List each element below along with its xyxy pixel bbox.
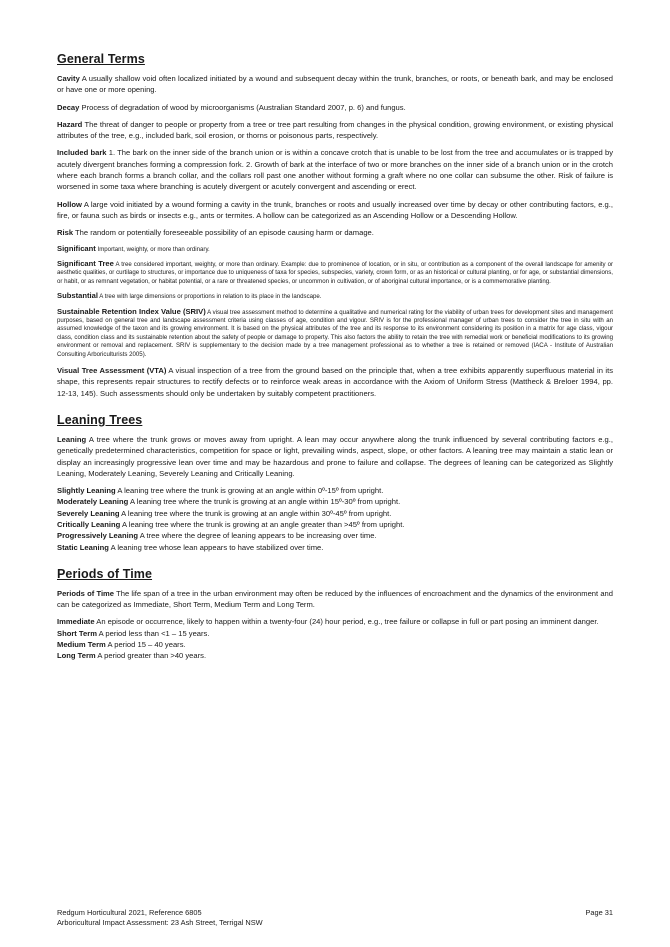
definition-text: A usually shallow void often localized initiated by a wound and subsequent decay within the trunk, branches, or roots, or beneath bark, and may be enclosed or have one or more opening. — [57, 74, 613, 95]
term: Slightly Leaning — [57, 486, 116, 496]
term: Sustainable Retention Index Value (SRIV) — [57, 306, 206, 316]
definition-text: 1. The bark on the inner side of the branch union or is within a concave crotch that is unable to be lost from the tree and accumulates or is trapped by acutely divergent branches forming a compression fork. 2. Growth of bark at the interface of two or more branches on the inner side of a branch union or in the crotch where each branch forms a branch collar, and the collars roll past one another without forming a graft where no one collar can subsume the other. Risk of failure is worsened in some taxa where branching is acutely divergent or acutely convergent and ascending or erect. — [57, 148, 613, 192]
definition-text: The random or potentially foreseeable possibility of an episode causing harm or damage. — [73, 228, 374, 238]
definition-text: A tree considered important, weighty, or more than ordinary. Example: due to prominence of location, or in situ, or contribution as a component of the overall landscape for amenity or aesthetic qualities, or curtilage to structures, or importance due to uniqueness of taxa for species, subspecies, variety, crown form, or as an historical or cultural planting, or for age, or substantial dimensions, or habit, or as remnant vegetation, or habitat potential, or a rare or threatened species, or uncommon in cultivation, or of aboriginal cultural importance, or is a commemorative planting. — [57, 260, 613, 285]
term: Severely Leaning — [57, 508, 120, 518]
definition-text: A tree with large dimensions or proportions in relation to its place in the landscape. — [97, 293, 322, 301]
definition-text: A period 15 – 40 years. — [105, 640, 186, 650]
definition-text: Important, weighty, or more than ordinary. — [95, 245, 210, 253]
definition-slightly-leaning — [57, 485, 613, 496]
definition-text: A leaning tree where the trunk is growing at an angle within 15º-30º from upright. — [128, 497, 401, 507]
definition-progressively-leaning — [57, 530, 613, 541]
term: Static Leaning — [57, 542, 109, 552]
term: Included bark — [57, 148, 107, 158]
definition-text: The threat of danger to people or property from a tree or tree part resulting from changes in the physical condition, growing environment, or existing physical attributes of the tree, e.g., included bark, soil erosion, or thorns or poisonous parts, respectively. — [57, 119, 613, 141]
definition-text: An episode or occurrence, likely to happen within a twenty-four (24) hour period, e.g., tree failure or collapse in full or part posing an imminent danger. — [94, 617, 599, 627]
footer-report-title: Arboricultural Impact Assessment: 23 Ash Street, Terrigal NSW — [57, 918, 263, 927]
definition-immediate — [57, 616, 613, 627]
term: Periods of Time — [57, 588, 115, 598]
definition-text: A leaning tree whose lean appears to have stabilized over time. — [108, 542, 324, 552]
footer-company-reference: Redgum Horticultural 2021, Reference 6805 — [57, 908, 202, 917]
term: Leaning — [57, 434, 87, 444]
definition-text: A leaning tree where the trunk is growing at an angle greater than >45º from upright. — [120, 520, 405, 529]
term: Decay — [57, 102, 80, 112]
term: Long Term — [57, 651, 96, 661]
section-leaning-trees — [57, 413, 613, 553]
page-footer — [57, 908, 613, 928]
term: Short Term — [57, 628, 97, 638]
term: Immediate — [57, 617, 95, 627]
term: Significant — [57, 243, 96, 253]
term: Hazard — [57, 119, 83, 129]
definition-significant-tree — [57, 260, 613, 286]
definition-leaning — [57, 434, 613, 479]
definition-included-bark — [57, 147, 613, 192]
definition-significant — [57, 245, 613, 254]
definition-severely-leaning — [57, 508, 613, 519]
document-page — [57, 52, 613, 676]
definition-moderately-leaning — [57, 496, 613, 507]
definition-short-term — [57, 628, 613, 639]
definition-decay — [57, 102, 613, 113]
section-heading: Leaning Trees — [57, 412, 143, 427]
term: Critically Leaning — [57, 520, 121, 529]
definition-text: Process of degradation of wood by microorganisms (Australian Standard 2007, p. 6) and fungus. — [79, 102, 406, 112]
term: Hollow — [57, 199, 82, 209]
term: Progressively Leaning — [57, 531, 139, 541]
definition-text: A tree where the degree of leaning appears to be increasing over time. — [138, 531, 377, 541]
definition-text: A period less than <1 – 15 years. — [96, 628, 210, 638]
term: Visual Tree Assessment (VTA) — [57, 366, 167, 376]
definition-critically-leaning — [57, 519, 613, 530]
section-periods-of-time — [57, 567, 613, 662]
definition-risk — [57, 227, 613, 238]
definition-periods-of-time — [57, 588, 613, 611]
definition-text: A large void initiated by a wound forming a cavity in the trunk, branches or roots and usually increased over time by decay or other contributing factors, e.g., fire, or fauna such as birds or insects e.g., ants or termites. A hollow can be categorized as an Ascending Hollow or a Descending Hollow. — [57, 199, 613, 220]
definition-substantial — [57, 292, 613, 301]
section-heading: General Terms — [57, 52, 145, 66]
term: Cavity — [57, 74, 80, 83]
definition-static-leaning — [57, 542, 613, 553]
page-number: Page 31 — [585, 908, 613, 917]
term: Risk — [57, 228, 74, 238]
definition-sriv — [57, 308, 613, 359]
definition-cavity — [57, 73, 613, 96]
definition-hazard — [57, 119, 613, 142]
term: Medium Term — [57, 640, 106, 650]
definition-hollow — [57, 199, 613, 222]
definition-vta — [57, 365, 613, 399]
definition-medium-term — [57, 639, 613, 650]
definition-text: A leaning tree where the trunk is growing at an angle within 0º-15º from upright. — [115, 486, 384, 496]
definition-long-term — [57, 650, 613, 661]
term: Moderately Leaning — [57, 497, 129, 507]
definition-text: A visual inspection of a tree from the ground based on the principle that, when a tree exhibits apparently superfluous material in its shape, this represents repair structures to rectify defects or to reinforce weak areas in accordance with the Axiom of Uniform Stress (Mattheck & Breloer 1994, pp. 12-13, 145). Such assessments should only be undertaken by suitably competent practitioners. — [57, 366, 613, 398]
definition-text: A period greater than >40 years. — [95, 651, 207, 661]
section-general-terms — [57, 52, 613, 399]
term: Significant Tree — [57, 258, 114, 268]
section-heading: Periods of Time — [57, 566, 153, 581]
definition-text: A leaning tree where the trunk is growing at an angle within 30º-45º from upright. — [119, 508, 392, 518]
definition-text: A tree where the trunk grows or moves away from upright. A lean may occur anywhere along the trunk influenced by several contributing factors e.g., genetically predetermined characteristics, competition for space or light, prevailing winds, aspect, slope, or other factors. A leaning tree may maintain a static lean or display an increasingly progressive lean over time and may be hazardous and prone to failure and collapse. The degrees of leaning can be categorized as Slightly Leaning, Moderately Leaning, Severely Leaning and Critically Leaning. — [57, 434, 613, 478]
definition-text: The life span of a tree in the urban environment may often be reduced by the influences of encroachment and the dynamics of the environment and can be categorized as Immediate, Short Term, Medium Term and Long Term. — [57, 588, 614, 610]
term: Substantial — [57, 291, 98, 301]
definition-text: A visual tree assessment method to determine a qualitative and numerical rating for the viability of urban trees for development sites and management purposes, based on general tree and landscape assessment criteria using classes of age, condition and vigour. SRIV is for the professional manager of urban trees to consider the tree in situ with an assumed knowledge of the taxon and its growing environment. It is based on the physical attributes of the tree and its response to its environment considering its position in a matrix for age class, vigour class, condition class and its sustainable retention about the safety of people or damage to property. This also factors the ability to retain the tree with remedial work or beneficial modifications to its growing environment or removal and replacement. SRIV is supplementary to the decision made by a tree management professional as to whether a tree is retained or removed (IACA - Institute of Australian Consulting Arboriculturists 2005). — [57, 308, 613, 358]
